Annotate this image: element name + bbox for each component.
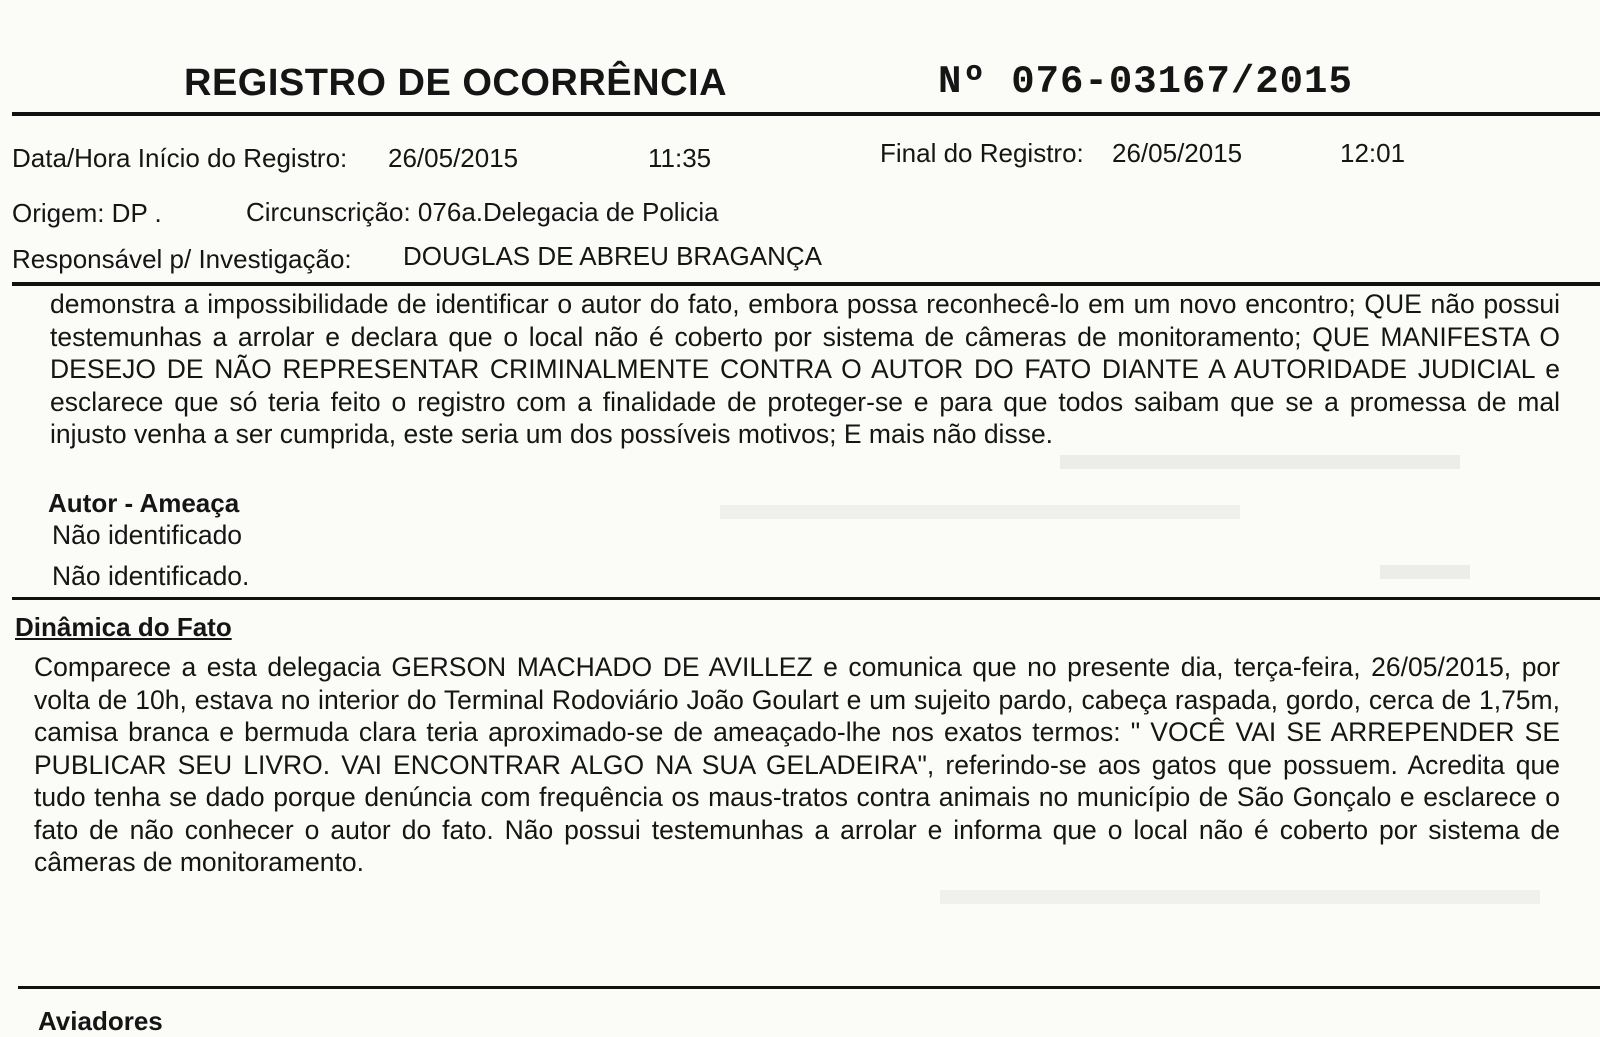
responsavel-label: Responsável p/ Investigação: bbox=[12, 244, 352, 274]
final-label: Final do Registro: bbox=[880, 138, 1084, 168]
bleed-through-mark bbox=[720, 505, 1240, 519]
header-divider bbox=[12, 112, 1600, 116]
origem-field: Origem: DP . bbox=[12, 198, 162, 228]
dinamica-heading: Dinâmica do Fato bbox=[15, 612, 232, 642]
final-date: 26/05/2015 bbox=[1112, 138, 1243, 168]
autor-heading: Autor - Ameaça bbox=[48, 488, 240, 518]
fields-divider bbox=[12, 282, 1600, 286]
inicio-time: 11:35 bbox=[648, 143, 712, 173]
autor-line-1: Não identificado bbox=[52, 520, 243, 550]
inicio-date: 26/05/2015 bbox=[388, 143, 519, 173]
bleed-through-mark bbox=[1380, 565, 1470, 579]
circunscricao-field: Circunscrição: 076a.Delegacia de Policia bbox=[246, 197, 719, 227]
dinamica-paragraph: Comparece a esta delegacia GERSON MACHADO DE AVILLEZ e comunica que no presente dia, terça-feira, 26/05/2015, por volta de 10h, estava no interior do Terminal Rodoviário João Goulart e um sujeito pardo, cabeça raspada, gordo, cerca de 1,75m, camisa branca e bermuda clara teria aproximado-se de ameaçado-lhe nos exatos termos: " VOCÊ VAI SE ARREPENDER SE PUBLICAR SEU LIVRO. VAI ENCONTRAR ALGO NA SUA GELADEIRA", referindo-se aos gatos que possuem. Acredita que tudo tenha se dado porque denúncia com frequência os maus-tratos contra animais no município de São Gonçalo e esclarece o fato de não conhecer o autor do fato. Não possui testemunhas a arrolar e informa que o local não é coberto por sistema de câmeras de monitoramento. bbox=[34, 652, 1560, 877]
responsavel-name: DOUGLAS DE ABREU BRAGANÇA bbox=[403, 241, 822, 271]
bottom-divider bbox=[18, 986, 1600, 989]
autor-line-2: Não identificado. bbox=[52, 561, 250, 591]
bleed-through-mark bbox=[1060, 455, 1460, 469]
continuation-paragraph: demonstra a impossibilidade de identificar o autor do fato, embora possa reconhecê-lo em um novo encontro; QUE não possui testemunhas a arrolar e declara que o local não é coberto por sistema de câmeras de monitoramento; QUE MANIFESTA O DESEJO DE NÃO REPRESENTAR CRIMINALMENTE CONTRA O AUTOR DO FATO DIANTE A AUTORIDADE JUDICIAL e esclarece que só teria feito o registro com a finalidade de proteger-se e para que todos saibam que se a promessa de mal injusto venha a ser cumprida, este seria um dos possíveis motivos; E mais não disse. bbox=[50, 289, 1560, 449]
document-title: REGISTRO DE OCORRÊNCIA bbox=[184, 62, 728, 104]
inicio-label: Data/Hora Início do Registro: bbox=[12, 143, 348, 173]
autor-divider bbox=[12, 597, 1600, 600]
final-time: 12:01 bbox=[1340, 138, 1406, 168]
bleed-through-mark bbox=[940, 890, 1540, 904]
registro-number: Nº 076-03167/2015 bbox=[938, 60, 1353, 104]
next-section-heading: Aviadores bbox=[38, 1006, 163, 1036]
